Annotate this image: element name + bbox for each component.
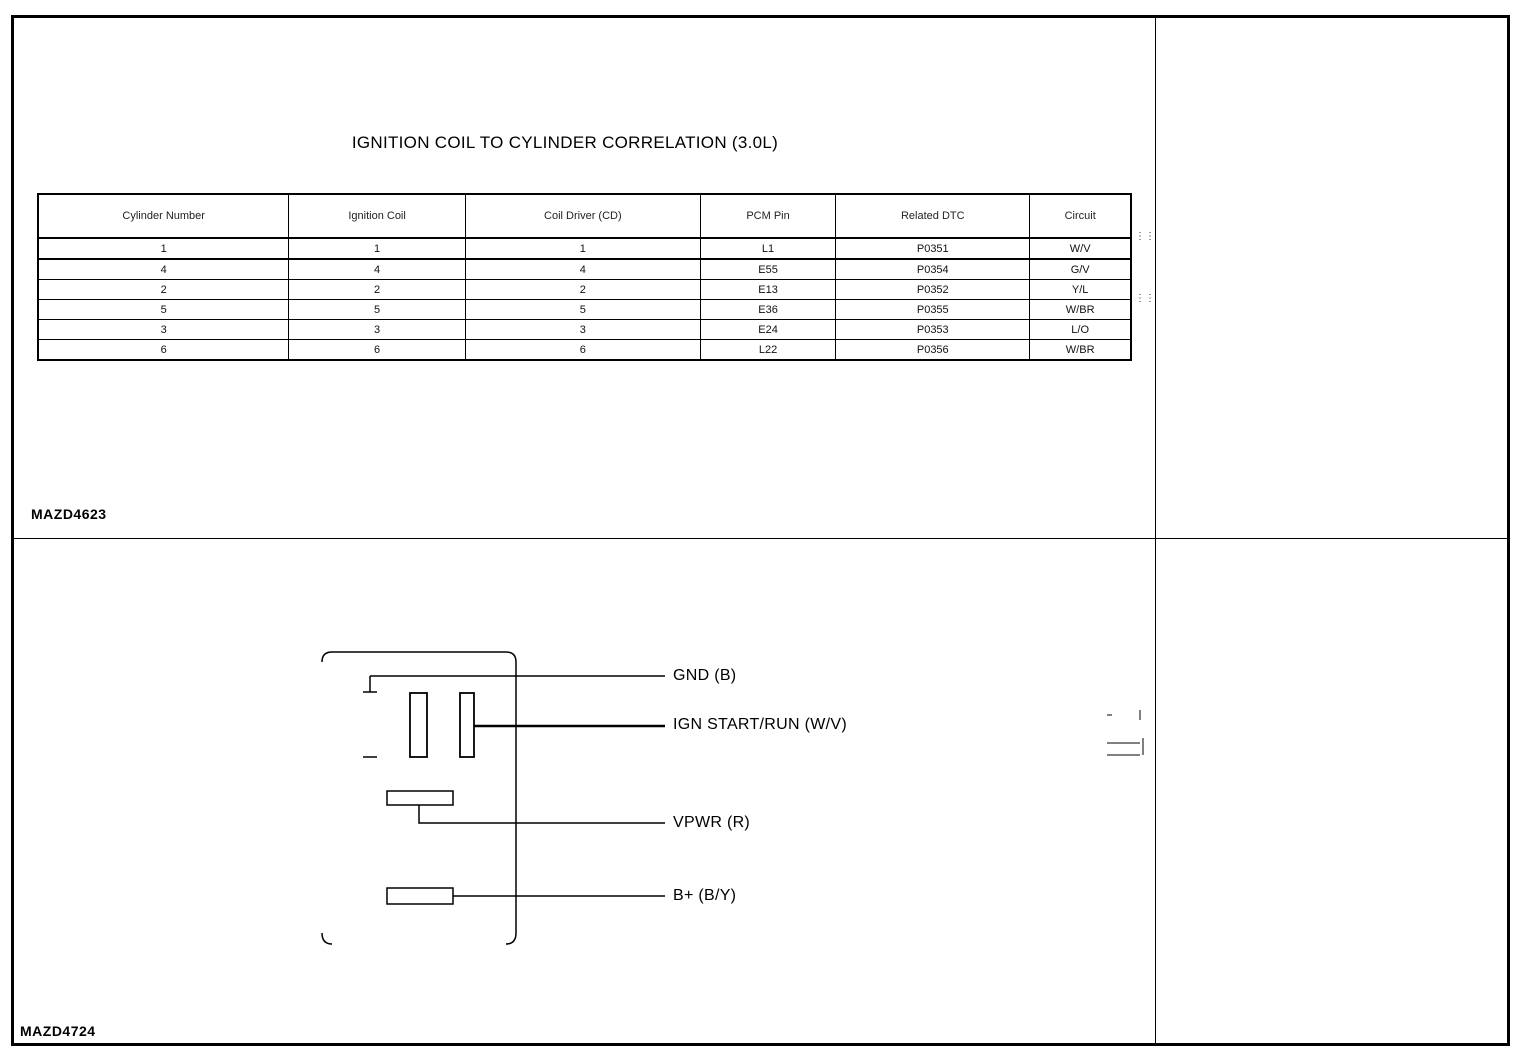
table-row — [38, 300, 1131, 320]
pin-label-gnd: GND (B) — [673, 667, 737, 684]
table-row — [38, 259, 1131, 280]
vpwr-terminal — [387, 791, 665, 823]
margin-mark: ⋮⋮ — [1135, 231, 1155, 242]
table-cell: P0353 — [836, 320, 1030, 340]
table-cell: 1 — [38, 238, 289, 259]
table-cell: 4 — [38, 259, 289, 280]
table-cell: E24 — [700, 320, 835, 340]
bplus-terminal — [387, 888, 665, 904]
table-cell: 3 — [38, 320, 289, 340]
table-cell: 5 — [465, 300, 700, 320]
table-cell: 2 — [465, 280, 700, 300]
header-ignition-coil: Ignition Coil — [289, 194, 465, 238]
table-row — [38, 340, 1131, 361]
table-cell: E55 — [700, 259, 835, 280]
table-cell: E13 — [700, 280, 835, 300]
table-cell: 2 — [38, 280, 289, 300]
table-cell: L1 — [700, 238, 835, 259]
table-title: IGNITION COIL TO CYLINDER CORRELATION (3.0L) — [351, 133, 779, 152]
figure-code-bottom: MAZD4724 — [20, 1023, 96, 1039]
table-cell: 5 — [38, 300, 289, 320]
header-related-dtc: Related DTC — [836, 194, 1030, 238]
table-cell: L/O — [1030, 320, 1131, 340]
blade-terminals — [410, 693, 474, 757]
margin-marks — [1107, 710, 1143, 755]
table-cell: 2 — [289, 280, 465, 300]
table-cell: P0355 — [836, 300, 1030, 320]
header-pcm-pin: PCM Pin — [700, 194, 835, 238]
table-cell: P0351 — [836, 238, 1030, 259]
table-cell: P0352 — [836, 280, 1030, 300]
table-cell: L22 — [700, 340, 835, 361]
table-cell: 3 — [465, 320, 700, 340]
table-cell: 6 — [38, 340, 289, 361]
header-circuit: Circuit — [1030, 194, 1131, 238]
table-cell: P0356 — [836, 340, 1030, 361]
pin-label-bplus: B+ (B/Y) — [673, 887, 737, 904]
table-cell: 4 — [289, 259, 465, 280]
header-cylinder: Cylinder Number — [38, 194, 289, 238]
connector-diagram — [0, 540, 1526, 1060]
table-cell: 5 — [289, 300, 465, 320]
table-cell: E36 — [700, 300, 835, 320]
table-cell: Y/L — [1030, 280, 1131, 300]
table-header-row — [38, 194, 1131, 238]
horizontal-divider — [13, 538, 1509, 539]
table-row — [38, 320, 1131, 340]
table-cell: W/BR — [1030, 340, 1131, 361]
correlation-table — [37, 193, 1132, 361]
table-cell: 1 — [465, 238, 700, 259]
pin-label-vpwr: VPWR (R) — [673, 814, 751, 831]
margin-mark: ⋮⋮ — [1135, 293, 1155, 304]
table-cell: P0354 — [836, 259, 1030, 280]
table-cell: W/BR — [1030, 300, 1131, 320]
figure-code-top: MAZD4623 — [31, 506, 107, 522]
table-cell: 6 — [465, 340, 700, 361]
table-cell: W/V — [1030, 238, 1131, 259]
table-cell: 6 — [289, 340, 465, 361]
pin-label-ign: IGN START/RUN (W/V) — [673, 716, 847, 733]
table-cell: 3 — [289, 320, 465, 340]
table-cell: 4 — [465, 259, 700, 280]
gnd-terminal — [363, 676, 665, 757]
table-cell: 1 — [289, 238, 465, 259]
table-cell: G/V — [1030, 259, 1131, 280]
header-coil-driver: Coil Driver (CD) — [465, 194, 700, 238]
table-row — [38, 238, 1131, 259]
table-body — [38, 238, 1131, 360]
table-row — [38, 280, 1131, 300]
